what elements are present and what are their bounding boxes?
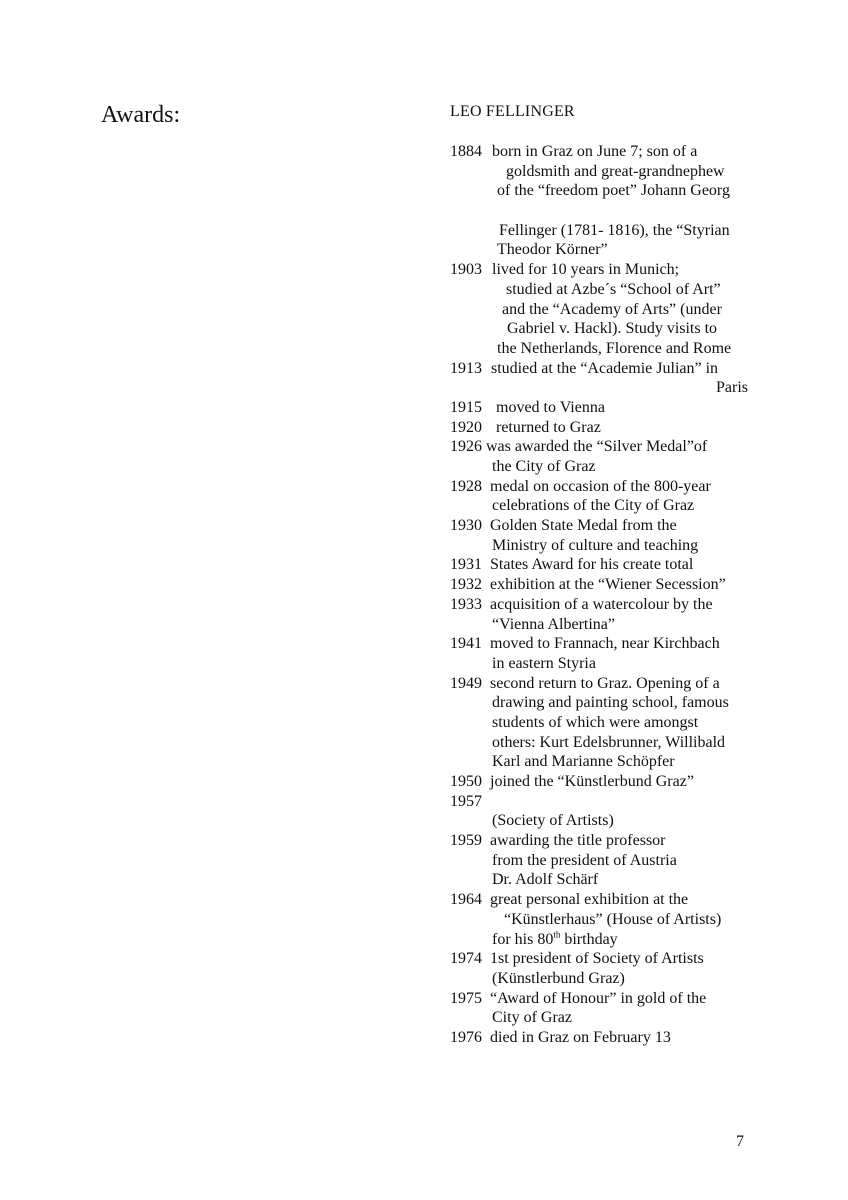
timeline-text: moved to Vienna bbox=[496, 398, 605, 416]
timeline-year: 1930 bbox=[450, 517, 482, 535]
timeline-year: 1957 bbox=[450, 792, 482, 810]
timeline-line bbox=[450, 457, 748, 477]
timeline-year: 1920 bbox=[450, 418, 482, 436]
timeline-text: born in Graz on June 7; son of a bbox=[492, 143, 698, 160]
timeline-text: “Award of Honour” in gold of the bbox=[490, 989, 707, 1007]
timeline-text: awarding the title professor bbox=[490, 832, 666, 850]
timeline-text: Theodor Körner” bbox=[497, 241, 608, 259]
timeline-line bbox=[450, 477, 748, 497]
timeline-text: died in Graz on February 13 bbox=[490, 1028, 671, 1046]
timeline-line bbox=[450, 811, 748, 831]
timeline-text: the Netherlands, Florence and Rome bbox=[497, 339, 732, 357]
timeline-line bbox=[450, 1028, 748, 1048]
timeline-text: States Award for his create total bbox=[490, 556, 694, 574]
timeline-text: and the “Academy of Arts” (under bbox=[502, 300, 722, 318]
timeline-text: studied at the “Academie Julian” in bbox=[491, 359, 719, 377]
timeline-text: birthday bbox=[560, 930, 618, 948]
timeline-line bbox=[450, 221, 748, 241]
timeline-line bbox=[450, 516, 748, 536]
timeline-text: exhibition at the “Wiener Secession” bbox=[490, 576, 726, 594]
timeline-line bbox=[450, 437, 748, 457]
timeline-text: (Society of Artists) bbox=[492, 812, 614, 830]
timeline-line bbox=[450, 949, 748, 969]
timeline-line bbox=[450, 260, 748, 280]
timeline-text: great personal exhibition at the bbox=[490, 891, 689, 909]
timeline-year: 1974 bbox=[450, 950, 482, 968]
timeline-line bbox=[450, 181, 748, 201]
timeline-line bbox=[450, 536, 748, 556]
timeline-year: 1949 bbox=[450, 674, 482, 692]
timeline-text: Fellinger (1781- 1816), the “Styrian bbox=[499, 221, 730, 239]
artist-name: LEO FELLINGER bbox=[450, 103, 575, 120]
timeline-line bbox=[450, 851, 748, 871]
biography-column bbox=[450, 142, 748, 1048]
timeline-line bbox=[450, 378, 748, 398]
timeline-text: second return to Graz. Opening of a bbox=[490, 674, 720, 692]
timeline-text: from the president of Austria bbox=[492, 851, 677, 869]
timeline-year: 1941 bbox=[450, 635, 482, 653]
timeline-line bbox=[450, 674, 748, 694]
timeline-year: 1950 bbox=[450, 773, 482, 790]
timeline-line bbox=[450, 733, 748, 753]
timeline-text: medal on occasion of the 800-year bbox=[490, 477, 711, 495]
timeline-text: “Künstlerhaus” (House of Artists) bbox=[504, 910, 722, 928]
timeline-line bbox=[450, 792, 748, 812]
timeline-line bbox=[450, 142, 748, 162]
timeline-text: “Vienna Albertina” bbox=[492, 615, 615, 633]
timeline-year: 1933 bbox=[450, 595, 482, 613]
timeline-year: 1903 bbox=[450, 261, 482, 279]
timeline-line bbox=[450, 339, 748, 359]
timeline-text: acquisition of a watercolour by the bbox=[490, 595, 713, 613]
timeline-line bbox=[450, 693, 748, 713]
timeline-text: others: Kurt Edelsbrunner, Willibald bbox=[492, 733, 726, 751]
timeline-year: 1884 bbox=[450, 143, 482, 160]
timeline-year: 1964 bbox=[450, 891, 482, 909]
timeline-line bbox=[450, 359, 748, 379]
timeline-line bbox=[450, 989, 748, 1009]
timeline-text: drawing and painting school, famous bbox=[492, 694, 729, 712]
timeline-line bbox=[450, 634, 748, 654]
timeline-line bbox=[450, 969, 748, 989]
timeline-text: Dr. Adolf Schärf bbox=[492, 871, 599, 889]
timeline-line bbox=[450, 870, 748, 890]
timeline-text: City of Graz bbox=[492, 1009, 572, 1027]
timeline-line bbox=[450, 162, 748, 182]
timeline-year: 1975 bbox=[450, 989, 482, 1007]
timeline-line bbox=[450, 319, 748, 339]
timeline-line bbox=[450, 831, 748, 851]
timeline-year: 1976 bbox=[450, 1028, 482, 1046]
timeline-line bbox=[450, 595, 748, 615]
timeline-text: Karl and Marianne Schöpfer bbox=[492, 753, 675, 771]
timeline-text: was awarded the “Silver Medal”of bbox=[486, 438, 708, 456]
timeline-text: (Künstlerbund Graz) bbox=[492, 969, 625, 987]
timeline-text: returned to Graz bbox=[496, 418, 601, 436]
timeline-year: 1931 bbox=[450, 556, 482, 574]
timeline-line bbox=[450, 615, 748, 635]
timeline-line bbox=[450, 240, 748, 260]
timeline-text: in eastern Styria bbox=[492, 654, 596, 672]
timeline-line bbox=[450, 654, 748, 674]
timeline-text: 1st president of Society of Artists bbox=[490, 950, 704, 968]
timeline-line bbox=[450, 555, 748, 575]
timeline-text: students of which were amongst bbox=[492, 713, 699, 731]
timeline-line bbox=[450, 910, 748, 930]
timeline-line bbox=[450, 300, 748, 320]
timeline-line bbox=[450, 398, 748, 418]
timeline-line bbox=[450, 280, 748, 300]
timeline-text: of the “freedom poet” Johann Georg bbox=[497, 182, 730, 200]
timeline-text: celebrations of the City of Graz bbox=[492, 497, 695, 515]
timeline-line bbox=[450, 575, 748, 595]
awards-heading: Awards: bbox=[101, 102, 181, 128]
ordinal-suffix: th bbox=[553, 929, 561, 940]
timeline-line bbox=[450, 772, 748, 792]
timeline-line bbox=[450, 930, 748, 950]
timeline-line bbox=[450, 1008, 748, 1028]
timeline-year: 1913 bbox=[450, 359, 482, 377]
spacer bbox=[450, 201, 748, 221]
timeline-text: Gabriel v. Hackl). Study visits to bbox=[507, 320, 718, 338]
timeline-text: for his 80 bbox=[492, 930, 554, 948]
timeline-line bbox=[450, 418, 748, 438]
timeline-text: the City of Graz bbox=[492, 458, 596, 475]
timeline-text: Paris bbox=[716, 379, 748, 397]
timeline-line bbox=[450, 496, 748, 516]
timeline-year: 1915 bbox=[450, 398, 482, 416]
timeline-text: Golden State Medal from the bbox=[490, 517, 677, 535]
timeline-year: 1926 bbox=[450, 438, 482, 456]
timeline-year: 1928 bbox=[450, 477, 482, 495]
timeline-year: 1932 bbox=[450, 576, 482, 594]
timeline-text: goldsmith and great-grandnephew bbox=[506, 162, 725, 180]
timeline-text: joined the “Künstlerbund Graz” bbox=[490, 773, 694, 790]
timeline-text: Ministry of culture and teaching bbox=[492, 536, 699, 554]
timeline-text: moved to Frannach, near Kirchbach bbox=[490, 635, 720, 653]
page-number: 7 bbox=[736, 1133, 744, 1150]
timeline-line bbox=[450, 713, 748, 733]
timeline-line bbox=[450, 752, 748, 772]
timeline-year: 1959 bbox=[450, 832, 482, 850]
timeline-text: studied at Azbe´s “School of Art” bbox=[506, 280, 721, 298]
timeline-text: lived for 10 years in Munich; bbox=[492, 261, 680, 279]
timeline-line bbox=[450, 890, 748, 910]
